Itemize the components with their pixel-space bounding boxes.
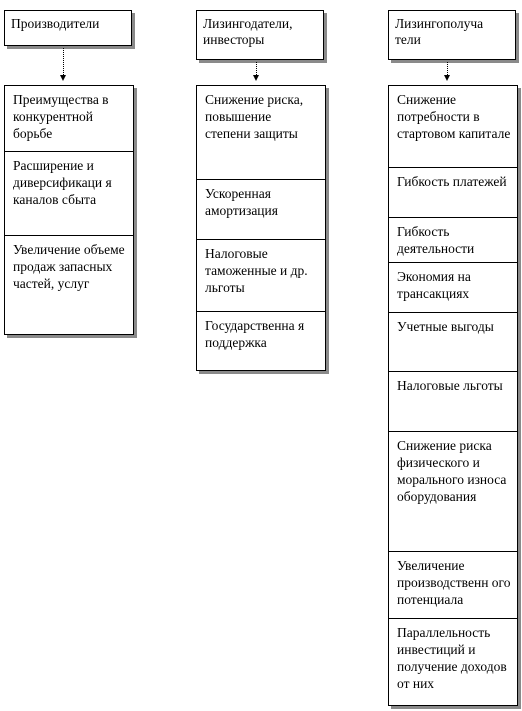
list-item: Расширение и диверсификаци я каналов сбыта <box>5 152 133 236</box>
header-producers <box>4 10 132 46</box>
list-item: Параллельность инвестиций и получение доходов от них <box>397 625 507 691</box>
arrow-down-icon <box>253 75 259 81</box>
header-label: Лизингополуча тели <box>395 16 484 47</box>
list-item: Государственна я поддержка <box>205 318 305 350</box>
producers-benefits <box>4 85 134 335</box>
list-item: Налоговые льготы <box>389 372 517 432</box>
list-item: Учетные выгоды <box>389 313 517 372</box>
list-item: Преимущества в конкурентной борьбе <box>5 86 133 152</box>
lessees-benefits <box>388 85 518 706</box>
lessors-benefits <box>196 85 326 371</box>
header-lessors <box>196 10 324 60</box>
list-item: Ускоренная амортизация <box>197 180 325 240</box>
list-item: Налоговые таможенные и др. льготы <box>197 240 325 312</box>
list-item: Гибкость платежей <box>389 168 517 218</box>
arrow-down-icon <box>60 75 66 81</box>
list-item: Увеличение производственн ого потенциала <box>389 552 517 619</box>
list-item: Снижение потребности в стартовом капитале <box>389 86 517 168</box>
list-item: Снижение риска, повышение степени защиты <box>197 86 325 180</box>
header-lessees <box>388 10 516 60</box>
arrow-down-icon <box>444 75 450 81</box>
list-item: Экономия на трансакциях <box>389 263 517 313</box>
connector-line <box>447 62 448 75</box>
connector-line <box>63 48 64 75</box>
list-item: Снижение риска физического и морального износа оборудования <box>389 432 517 552</box>
header-label: Производители <box>11 16 100 31</box>
list-item: Увеличение объеме продаж запасных частей, услуг <box>13 242 125 291</box>
list-item: Гибкость деятельности <box>389 218 517 263</box>
connector-line <box>256 62 257 75</box>
header-label: Лизингодатели, инвесторы <box>203 16 293 47</box>
